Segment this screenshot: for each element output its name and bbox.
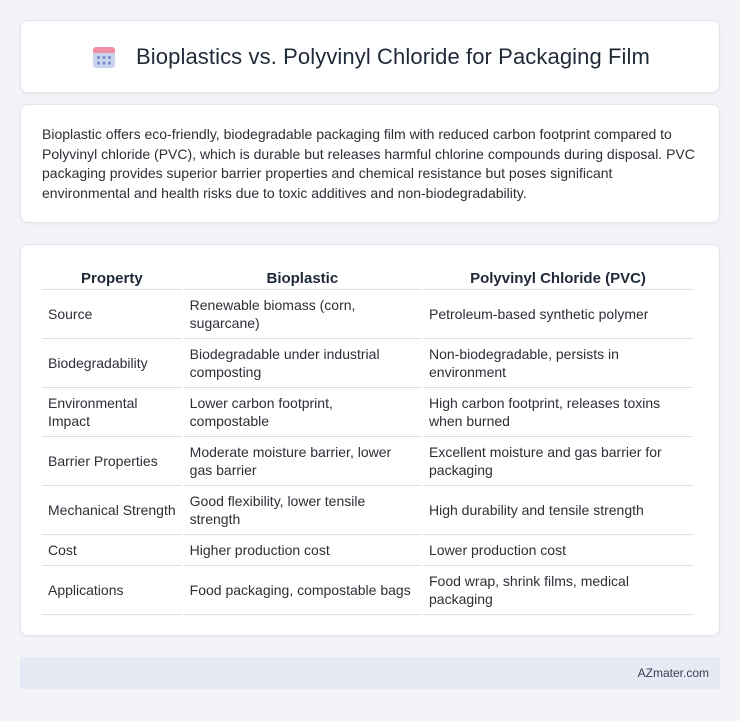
cell-pvc: High durability and tensile strength xyxy=(423,486,693,535)
footer-bar xyxy=(20,657,720,689)
cell-bioplastic: Moderate moisture barrier, lower gas barrier xyxy=(184,437,421,486)
cell-pvc: Lower production cost xyxy=(423,535,693,566)
comparison-table xyxy=(40,265,695,615)
footer-brand: AZmater.com xyxy=(637,666,709,680)
summary-text: Bioplastic offers eco-friendly, biodegradable packaging film with reduced carbon footprint compared to Polyvinyl chloride (PVC), which is durable but releases harmful chlorine compounds during disposal. PVC packaging provides superior barrier properties and chemical resistance but poses significant environmental and health risks due to toxic additives and non-biodegradability. xyxy=(42,126,695,201)
table-row xyxy=(42,486,693,535)
cell-property: Source xyxy=(42,290,182,339)
cell-pvc: Petroleum-based synthetic polymer xyxy=(423,290,693,339)
summary-card xyxy=(20,104,720,223)
header-card xyxy=(20,20,720,93)
cell-property: Environmental Impact xyxy=(42,388,182,437)
cell-property: Barrier Properties xyxy=(42,437,182,486)
table-row xyxy=(42,535,693,566)
cell-property: Cost xyxy=(42,535,182,566)
page-title: Bioplastics vs. Polyvinyl Chloride for Packaging Film xyxy=(136,43,650,69)
cell-bioplastic: Food packaging, compostable bags xyxy=(184,566,421,615)
cell-pvc: High carbon footprint, releases toxins when burned xyxy=(423,388,693,437)
table-row xyxy=(42,388,693,437)
header-property: Property xyxy=(42,265,182,290)
table-row xyxy=(42,290,693,339)
comparison-table-card xyxy=(20,244,720,636)
header-bioplastic: Bioplastic xyxy=(184,265,421,290)
cell-pvc: Non-biodegradable, persists in environment xyxy=(423,339,693,388)
cell-bioplastic: Renewable biomass (corn, sugarcane) xyxy=(184,290,421,339)
header-pvc: Polyvinyl Chloride (PVC) xyxy=(423,265,693,290)
cell-pvc: Food wrap, shrink films, medical packaging xyxy=(423,566,693,615)
table-header-row xyxy=(42,265,693,290)
calendar-grid-icon xyxy=(90,43,118,71)
table-row xyxy=(42,566,693,615)
cell-pvc: Excellent moisture and gas barrier for packaging xyxy=(423,437,693,486)
cell-property: Mechanical Strength xyxy=(42,486,182,535)
table-row xyxy=(42,437,693,486)
cell-property: Applications xyxy=(42,566,182,615)
cell-property: Biodegradability xyxy=(42,339,182,388)
cell-bioplastic: Good flexibility, lower tensile strength xyxy=(184,486,421,535)
table-row xyxy=(42,339,693,388)
cell-bioplastic: Higher production cost xyxy=(184,535,421,566)
cell-bioplastic: Lower carbon footprint, compostable xyxy=(184,388,421,437)
cell-bioplastic: Biodegradable under industrial composting xyxy=(184,339,421,388)
